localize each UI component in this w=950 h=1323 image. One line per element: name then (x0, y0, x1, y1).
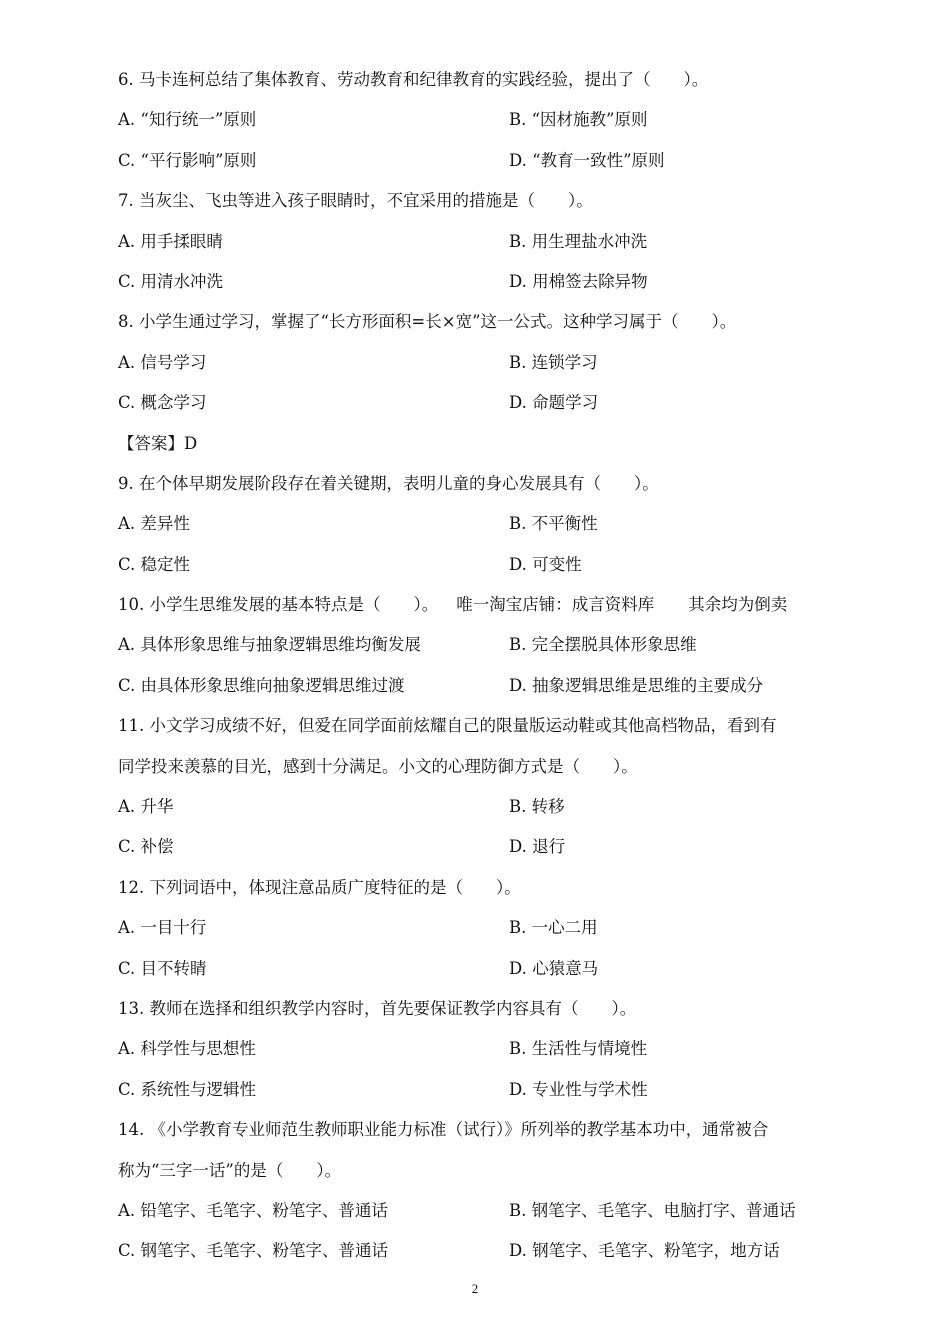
question-11-stem-line-2: 同学投来羡慕的目光，感到十分满足。小文的心理防御方式是（ ）。 (118, 756, 638, 776)
option-d: D. 钢笔字、毛笔字、粉笔字，地方话 (509, 1241, 780, 1261)
question-8-answer: 【答案】D (118, 433, 198, 453)
question-6-stem: 6. 马卡连柯总结了集体教育、劳动教育和纪律教育的实践经验，提出了（ ）。 (118, 70, 709, 89)
option-a: A. 科学性与思想性 (118, 1039, 256, 1059)
question-13-stem: 13. 教师在选择和组织教学内容时，首先要保证教学内容具有（ ）。 (118, 998, 637, 1018)
question-8-options-row-2 (118, 383, 838, 423)
question-8-options-row-1 (118, 343, 838, 383)
question-13-options-row-1 (118, 1029, 838, 1069)
question-14-stem-line-2: 称为“三字一话”的是（ ）。 (118, 1160, 342, 1180)
option-b: B. 转移 (509, 797, 565, 817)
question-12-options-row-1 (118, 908, 838, 948)
option-a: A. 升华 (118, 797, 174, 817)
question-13-options-row-2 (118, 1070, 838, 1110)
option-c: C. “平行影响”原则 (118, 150, 257, 170)
option-d: D. 用棉签去除异物 (509, 271, 648, 291)
option-b: B. 钢笔字、毛笔字、电脑打字、普通话 (509, 1200, 796, 1220)
question-9-stem: 9. 在个体早期发展阶段存在着关键期，表明儿童的身心发展具有（ ）。 (118, 473, 659, 493)
option-a: A. 铅笔字、毛笔字、粉笔字、普通话 (118, 1200, 388, 1220)
option-b: B. 完全摆脱具体形象思维 (509, 635, 697, 655)
option-c: C. 概念学习 (118, 393, 207, 413)
question-11-options-row-1 (118, 787, 838, 827)
option-a: A. 具体形象思维与抽象逻辑思维均衡发展 (118, 635, 421, 655)
option-c: C. 由具体形象思维向抽象逻辑思维过渡 (118, 675, 405, 695)
question-10-options-row-2 (118, 666, 838, 706)
question-6-options-row-1 (118, 100, 838, 140)
option-a: A. 一目十行 (118, 918, 207, 938)
question-11-stem-line-1: 11. 小文学习成绩不好，但爱在同学面前炫耀自己的限量版运动鞋或其他高档物品，看到有 (118, 716, 777, 736)
option-d: D. 抽象逻辑思维是思维的主要成分 (509, 675, 764, 695)
option-b: B. “因材施教”原则 (509, 110, 648, 130)
question-7-options-row-2 (118, 262, 838, 302)
option-a: A. “知行统一”原则 (118, 110, 257, 130)
option-b: B. 连锁学习 (509, 352, 598, 372)
option-c: C. 稳定性 (118, 554, 191, 574)
question-10-options-row-1 (118, 625, 838, 665)
option-d: D. 命题学习 (509, 393, 599, 413)
question-12-stem: 12. 下列词语中，体现注意品质广度特征的是（ ）。 (118, 877, 521, 897)
question-12-options-row-2 (118, 949, 838, 989)
option-b: B. 一心二用 (509, 918, 598, 938)
question-list (118, 60, 838, 1272)
option-c: C. 用清水冲洗 (118, 271, 224, 291)
question-14-options-row-2 (118, 1231, 838, 1271)
option-b: B. 生活性与情境性 (509, 1039, 648, 1059)
option-c: C. 钢笔字、毛笔字、粉笔字、普通话 (118, 1241, 389, 1261)
option-c: C. 系统性与逻辑性 (118, 1079, 257, 1099)
option-d: D. “教育一致性”原则 (509, 150, 665, 170)
question-7-options-row-1 (118, 222, 838, 262)
option-c: C. 目不转睛 (118, 958, 207, 978)
option-b: B. 用生理盐水冲洗 (509, 231, 648, 251)
resale-note: 其余均为倒卖 (688, 595, 788, 615)
option-c: C. 补偿 (118, 837, 174, 857)
question-6-options-row-2 (118, 141, 838, 181)
option-a: A. 用手揉眼睛 (118, 231, 223, 251)
question-10-stem: 10. 小学生思维发展的基本特点是（ ）。 (118, 595, 439, 615)
shop-note: 唯一淘宝店铺：成言资料库 (456, 595, 655, 615)
question-11-options-row-2 (118, 827, 838, 867)
page-number: 2 (471, 1281, 479, 1296)
question-7-stem: 7. 当灰尘、飞虫等进入孩子眼睛时，不宜采用的措施是（ ）。 (118, 191, 593, 211)
option-b: B. 不平衡性 (509, 514, 598, 534)
option-d: D. 可变性 (509, 554, 582, 574)
option-d: D. 退行 (509, 837, 566, 857)
option-a: A. 信号学习 (118, 352, 207, 372)
question-9-options-row-2 (118, 545, 838, 585)
question-14-stem-line-1: 14. 《小学教育专业师范生教师职业能力标准（试行）》所列举的教学基本功中，通常被合 (118, 1120, 769, 1140)
question-8-stem: 8. 小学生通过学习，掌握了“长方形面积=长×宽”这一公式。这种学习属于（ ）。 (118, 312, 737, 332)
question-9-options-row-1 (118, 504, 838, 544)
option-d: D. 专业性与学术性 (509, 1079, 648, 1099)
option-a: A. 差异性 (118, 514, 190, 534)
question-10-stem-line (118, 585, 838, 625)
question-14-options-row-1 (118, 1191, 838, 1231)
option-d: D. 心猿意马 (509, 958, 599, 978)
